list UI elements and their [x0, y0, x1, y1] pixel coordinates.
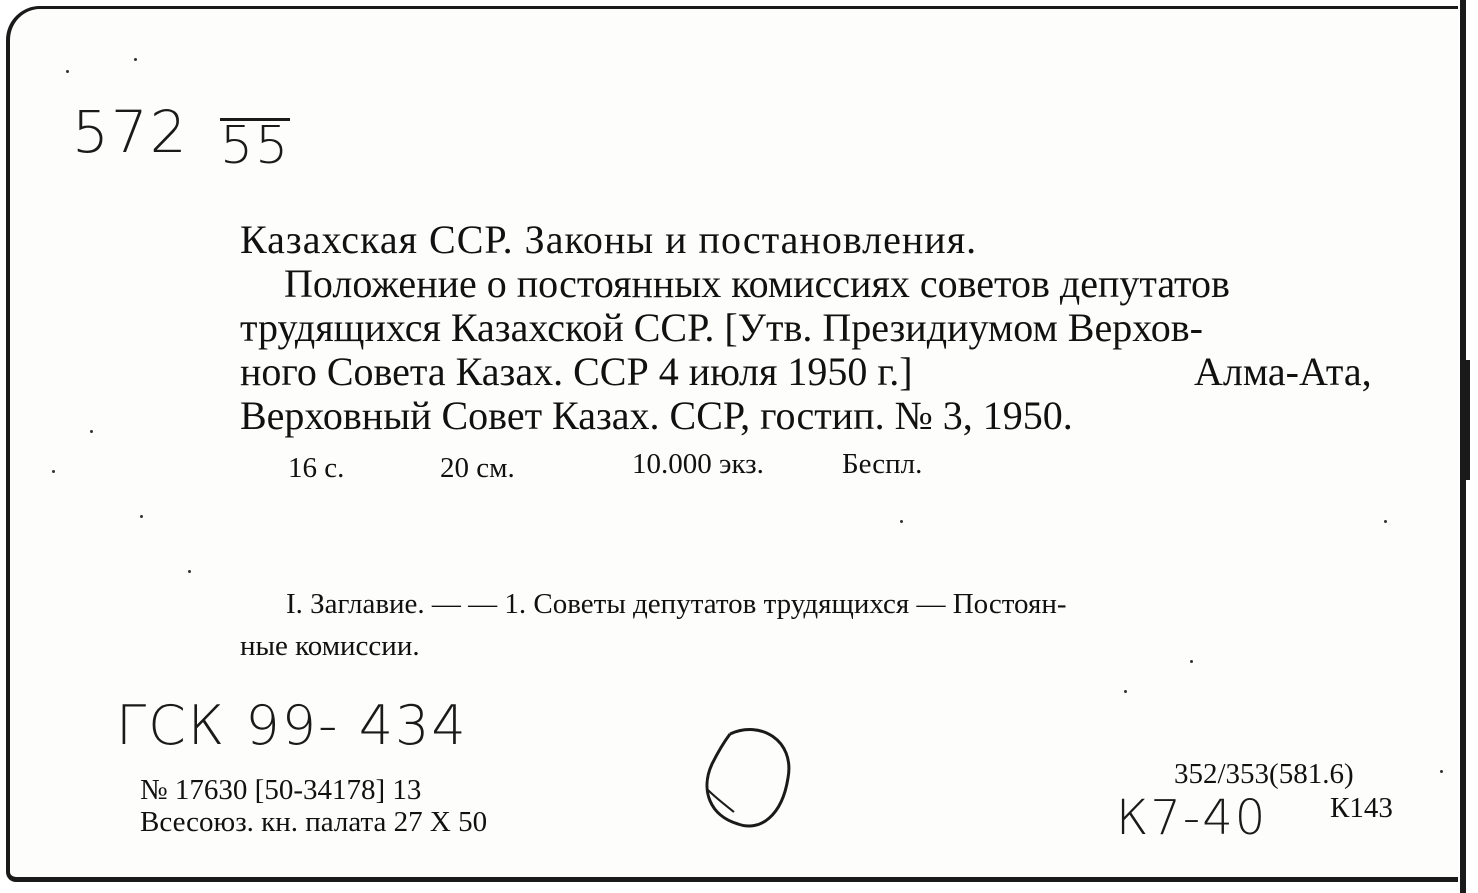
speck — [134, 58, 137, 61]
speck — [1440, 770, 1443, 773]
book-chamber: Всесоюз. кн. палата 27 X 50 — [140, 806, 488, 838]
speck — [1190, 660, 1193, 663]
speck — [1384, 520, 1387, 523]
speck — [66, 70, 69, 73]
size: 20 см. — [440, 452, 515, 484]
card-edge-shadow — [1466, 360, 1470, 480]
speck — [140, 515, 143, 518]
copies: 10.000 экз. — [632, 448, 764, 480]
record-number: № 17630 [50-34178] 13 — [140, 774, 422, 806]
handwritten-circle-mark — [690, 720, 800, 840]
body-line-3: ного Совета Казах. ССР 4 июля 1950 г.] — [240, 349, 913, 394]
price: Беспл. — [842, 448, 923, 480]
call-number-top: 572 — [72, 98, 189, 166]
speck — [90, 430, 93, 433]
classification: 352/353(581.6) — [1174, 758, 1354, 790]
handwritten-class: К7-40 — [1116, 790, 1268, 846]
pages: 16 с. — [288, 452, 345, 484]
tracings-line-2: ные комиссии. — [240, 630, 420, 662]
speck — [900, 520, 903, 523]
handwritten-code: ГСК 99- 434 — [116, 694, 468, 757]
speck — [52, 470, 55, 473]
body-line-2: трудящихся Казахской ССР. [Утв. Президиумом Верхов- — [240, 305, 1203, 350]
body-line-4: Верховный Совет Казах. ССР, гостип. № 3, 1950. — [240, 393, 1073, 438]
tracings-line-1: I. Заглавие. — — 1. Советы депутатов трудящихся — Постоян- — [286, 588, 1067, 620]
speck — [1124, 690, 1127, 693]
body-line-1: Положение о постоянных комиссиях советов депутатов — [284, 261, 1230, 306]
call-number-fraction: 55 — [220, 116, 291, 176]
card-heading: Казахская ССР. Законы и постановления. — [240, 217, 978, 262]
publication-place: Алма-Ата, — [1194, 349, 1372, 394]
author-mark: К143 — [1330, 792, 1393, 824]
speck — [188, 570, 191, 573]
